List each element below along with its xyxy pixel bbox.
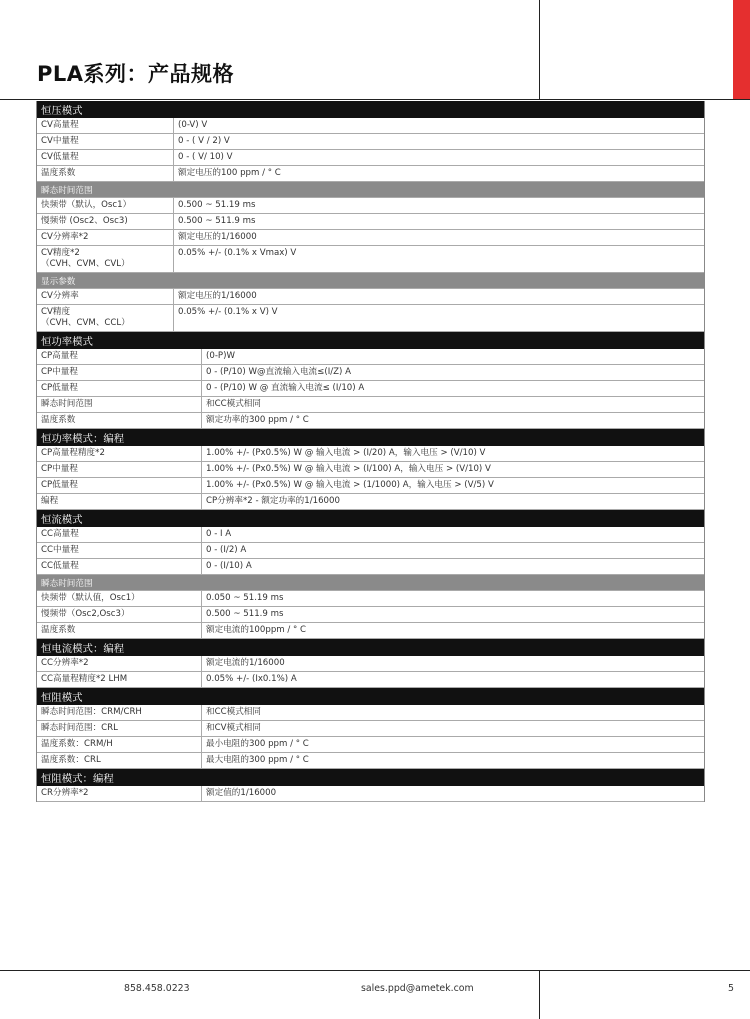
spec-label-text: 温度系数：CRL xyxy=(41,755,101,765)
spec-label-text: CV精度*2 xyxy=(41,248,80,258)
spec-label xyxy=(37,494,202,509)
spec-row xyxy=(37,289,704,305)
spec-value: 0 - ( V/ 10) V xyxy=(178,152,233,162)
spec-label xyxy=(37,397,202,412)
spec-value: 额定功率的300 ppm / ° C xyxy=(206,415,309,425)
spec-row xyxy=(37,365,704,381)
header-rule xyxy=(0,99,750,100)
spec-row xyxy=(37,118,704,134)
spec-row xyxy=(37,214,704,230)
spec-label-text: 瞬态时间范围 xyxy=(41,399,93,409)
spec-value: 1.00% +/- (Px0.5%) W @ 输入电流 > (I/100) A，输入电压 > (V/10) V xyxy=(206,464,491,474)
spec-label xyxy=(37,150,174,165)
spec-label-text: 瞬态时间范围：CRM/CRH xyxy=(41,707,142,717)
spec-label xyxy=(37,656,202,671)
spec-value: 0 - I A xyxy=(206,529,232,539)
spec-value: 和CC模式相同 xyxy=(206,707,261,717)
spec-row xyxy=(37,381,704,397)
spec-value: 0.500 ~ 51.19 ms xyxy=(178,200,256,210)
spec-value: 1.00% +/- (Px0.5%) W @ 输入电流 > (I/20) A，输入电压 > (V/10) V xyxy=(206,448,486,458)
spec-label-text: 温度系数 xyxy=(41,625,76,635)
spec-label xyxy=(37,166,174,181)
header-divider-vertical xyxy=(539,0,540,99)
spec-row xyxy=(37,305,704,332)
spec-label-text: CP低量程 xyxy=(41,480,78,490)
spec-label xyxy=(37,607,202,622)
spec-row xyxy=(37,672,704,688)
spec-label-text: CV高量程 xyxy=(41,120,79,130)
spec-value: 额定值的1/16000 xyxy=(206,788,277,798)
section-header: 恒阻模式：编程 xyxy=(37,769,704,786)
spec-value: 0 - ( V / 2) V xyxy=(178,136,230,146)
spec-label-text: 瞬态时间范围：CRL xyxy=(41,723,118,733)
spec-row xyxy=(37,591,704,607)
spec-label xyxy=(37,462,202,477)
spec-value: 0.500 ~ 511.9 ms xyxy=(178,216,256,226)
spec-label-text: 慢频带 (Osc2、Osc3) xyxy=(41,216,128,226)
spec-value: 0.05% +/- (0.1% x Vmax) V xyxy=(178,248,297,258)
spec-label-text: CC高量程 xyxy=(41,529,79,539)
spec-label-text: CV低量程 xyxy=(41,152,79,162)
spec-label xyxy=(37,591,202,606)
spec-row xyxy=(37,705,704,721)
footer-divider-vertical xyxy=(539,970,540,1019)
spec-value: 0.050 ~ 51.19 ms xyxy=(206,593,284,603)
spec-label-text: 温度系数：CRM/H xyxy=(41,739,113,749)
spec-label-text: CP高量程精度*2 xyxy=(41,448,105,458)
spec-value: 0 - (P/10) W@直流输入电流≤(I/Z) A xyxy=(206,367,351,377)
spec-label xyxy=(37,198,174,213)
spec-label-text: 快频带（默认值，Osc1） xyxy=(41,593,140,603)
spec-row xyxy=(37,246,704,273)
spec-label-text: CV精度 xyxy=(41,307,71,317)
spec-label-text: CP中量程 xyxy=(41,367,78,377)
spec-row xyxy=(37,230,704,246)
spec-value: 额定电流的100ppm / ° C xyxy=(206,625,307,635)
spec-label-subtext: （CVH、CVM、CCL） xyxy=(41,318,130,328)
spec-label-text: 慢频带（Osc2,Osc3） xyxy=(41,609,130,619)
spec-value: 额定电压的100 ppm / ° C xyxy=(178,168,281,178)
spec-label-text: 温度系数 xyxy=(41,168,76,178)
spec-label xyxy=(37,543,202,558)
spec-row xyxy=(37,623,704,639)
spec-row xyxy=(37,656,704,672)
spec-label-text: CC分辨率*2 xyxy=(41,658,89,668)
spec-value: 0 - (I/10) A xyxy=(206,561,252,571)
spec-label-subtext: （CVH、CVM、CVL） xyxy=(41,259,130,269)
spec-row xyxy=(37,166,704,182)
spec-label xyxy=(37,381,202,396)
section-header: 恒阻模式 xyxy=(37,688,704,705)
spec-label xyxy=(37,527,202,542)
spec-label xyxy=(37,413,202,428)
spec-label-text: CC低量程 xyxy=(41,561,79,571)
spec-row xyxy=(37,737,704,753)
spec-row xyxy=(37,753,704,769)
spec-label-text: CP高量程 xyxy=(41,351,78,361)
spec-label xyxy=(37,623,202,638)
footer-email: sales.ppd@ametek.com xyxy=(361,983,474,994)
spec-row xyxy=(37,527,704,543)
spec-value: 和CV模式相同 xyxy=(206,723,261,733)
spec-row xyxy=(37,478,704,494)
spec-label xyxy=(37,446,202,461)
spec-row xyxy=(37,134,704,150)
spec-label-text: CV分辨率*2 xyxy=(41,232,89,242)
footer-rule xyxy=(0,970,750,971)
spec-label xyxy=(37,786,202,801)
spec-label xyxy=(37,246,174,272)
spec-value: 0.05% +/- (Ix0.1%) A xyxy=(206,674,297,684)
spec-label-text: 编程 xyxy=(41,496,59,506)
spec-label xyxy=(37,230,174,245)
spec-row xyxy=(37,607,704,623)
spec-label xyxy=(37,305,174,331)
spec-row xyxy=(37,198,704,214)
spec-label xyxy=(37,705,202,720)
spec-value: 0.500 ~ 511.9 ms xyxy=(206,609,284,619)
spec-row xyxy=(37,150,704,166)
spec-label-text: CV中量程 xyxy=(41,136,79,146)
spec-row xyxy=(37,786,704,802)
spec-label-text: 快频带（默认，Osc1） xyxy=(41,200,132,210)
section-subheader: 瞬态时间范围 xyxy=(37,182,704,198)
spec-label-text: CC中量程 xyxy=(41,545,79,555)
spec-value: 额定电压的1/16000 xyxy=(178,291,257,301)
brand-accent-bar xyxy=(733,0,750,99)
spec-label xyxy=(37,289,174,304)
section-header: 恒功率模式：编程 xyxy=(37,429,704,446)
spec-value: 额定电流的1/16000 xyxy=(206,658,285,668)
section-header: 恒功率模式 xyxy=(37,332,704,349)
spec-label xyxy=(37,349,202,364)
spec-row xyxy=(37,413,704,429)
spec-label-text: CP中量程 xyxy=(41,464,78,474)
spec-row xyxy=(37,721,704,737)
section-subheader: 瞬态时间范围 xyxy=(37,575,704,591)
section-header: 恒压模式 xyxy=(37,101,704,118)
spec-value: CP分辨率*2 - 额定功率的1/16000 xyxy=(206,496,340,506)
section-header: 恒电流模式：编程 xyxy=(37,639,704,656)
spec-label xyxy=(37,753,202,768)
footer-phone: 858.458.0223 xyxy=(124,983,190,994)
spec-row xyxy=(37,543,704,559)
spec-value: (0-V) V xyxy=(178,120,208,130)
spec-label-text: CV分辨率 xyxy=(41,291,79,301)
spec-label xyxy=(37,365,202,380)
spec-value: 最小电阻的300 ppm / ° C xyxy=(206,739,309,749)
spec-value: 额定电压的1/16000 xyxy=(178,232,257,242)
spec-label xyxy=(37,672,202,687)
spec-value: 0.05% +/- (0.1% x V) V xyxy=(178,307,278,317)
spec-label xyxy=(37,737,202,752)
spec-label xyxy=(37,118,174,133)
spec-row xyxy=(37,349,704,365)
spec-row xyxy=(37,446,704,462)
page-number: 5 xyxy=(728,983,734,994)
spec-label xyxy=(37,559,202,574)
spec-value: 0 - (I/2) A xyxy=(206,545,247,555)
spec-label-text: CC高量程精度*2 LHM xyxy=(41,674,128,684)
spec-row xyxy=(37,397,704,413)
spec-label xyxy=(37,134,174,149)
section-subheader: 显示参数 xyxy=(37,273,704,289)
spec-value: 最大电阻的300 ppm / ° C xyxy=(206,755,309,765)
spec-row xyxy=(37,462,704,478)
section-header: 恒流模式 xyxy=(37,510,704,527)
spec-label-text: CR分辨率*2 xyxy=(41,788,89,798)
spec-row xyxy=(37,559,704,575)
spec-label xyxy=(37,214,174,229)
spec-value: 和CC模式相同 xyxy=(206,399,261,409)
spec-label xyxy=(37,478,202,493)
spec-table xyxy=(36,101,705,802)
spec-value: (0-P)W xyxy=(206,351,235,361)
page-title: PLA系列：产品规格 xyxy=(37,62,235,86)
spec-row xyxy=(37,494,704,510)
spec-label xyxy=(37,721,202,736)
spec-label-text: CP低量程 xyxy=(41,383,78,393)
spec-label-text: 温度系数 xyxy=(41,415,76,425)
spec-value: 0 - (P/10) W @ 直流输入电流≤ (I/10) A xyxy=(206,383,365,393)
spec-value: 1.00% +/- (Px0.5%) W @ 输入电流 > (1/1000) A，输入电压 > (V/5) V xyxy=(206,480,494,490)
